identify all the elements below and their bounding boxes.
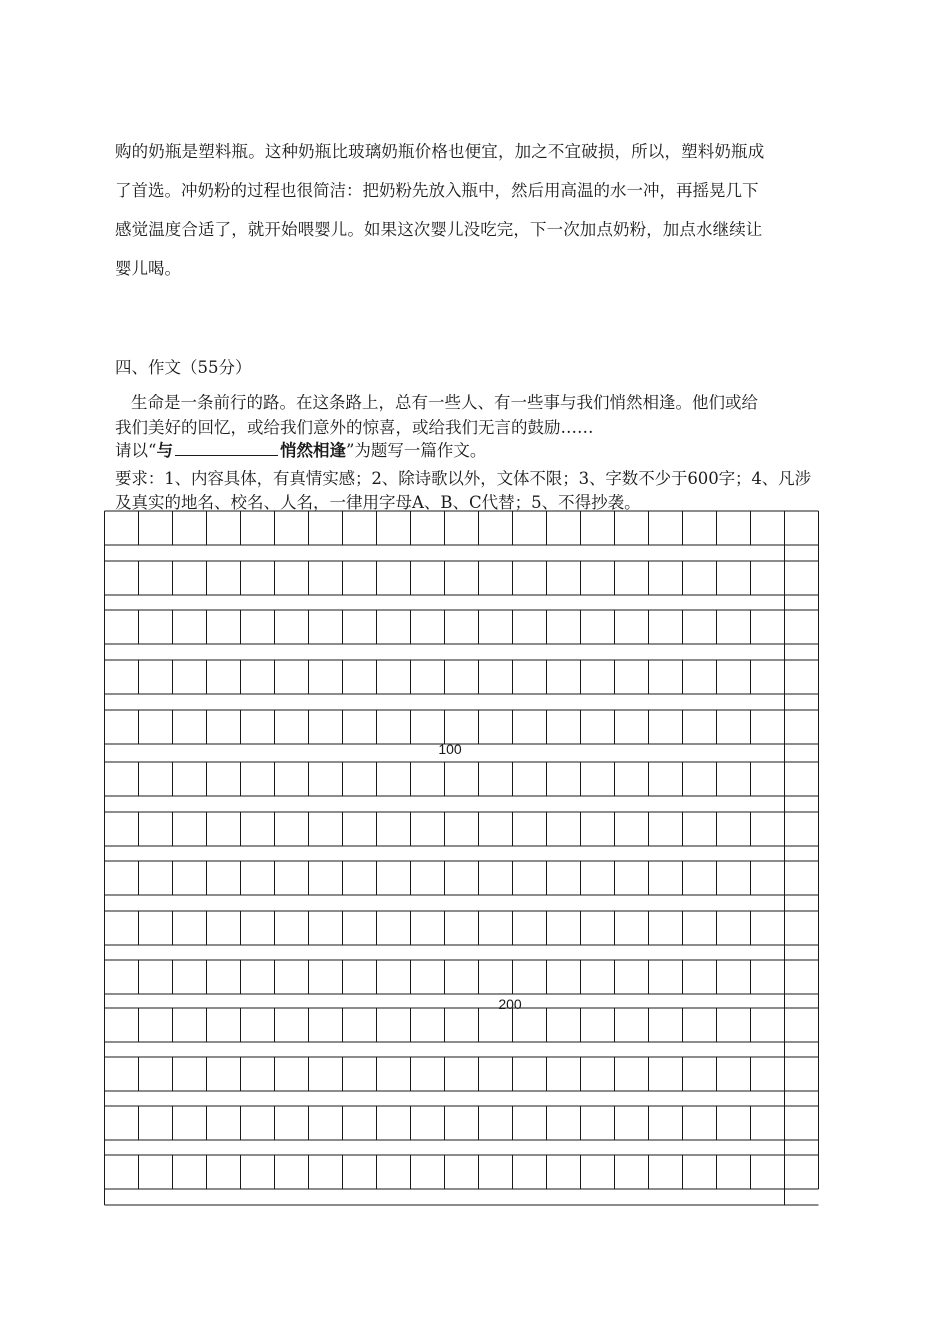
essay-title-part-2: 悄然相逢: [279, 441, 346, 460]
essay-prompt-line-2: 我们美好的回忆，或给我们意外的惊喜，或给我们无言的鼓励……: [115, 418, 594, 437]
requirements-line-2: 及真实的地名、校名、人名，一律用字母A、B、C代替；5、不得抄袭。: [115, 493, 641, 512]
word-count-marker-200: 200: [498, 996, 522, 1012]
passage-line-1: 购的奶瓶是塑料瓶。这种奶瓶比玻璃奶瓶价格也便宜，加之不宜破损，所以，塑料奶瓶成: [115, 142, 765, 161]
word-count-marker-100: 100: [438, 741, 462, 757]
passage-line-3: 感觉温度合适了，就开始喂婴儿。如果这次婴儿没吃完，下一次加点奶粉，加点水继续让: [115, 220, 763, 239]
requirements-line-1: 要求：1、内容具体，有真情实感；2、除诗歌以外，文体不限；3、字数不少于600字；4、凡涉: [115, 469, 811, 488]
essay-title-part-1: 与: [156, 441, 173, 460]
passage-line-4: 婴儿喝。: [115, 259, 181, 278]
essay-heading: 四、作文（55分）: [115, 358, 252, 377]
title-instruction-suffix: ”为题写一篇作文。: [345, 441, 487, 460]
title-instruction-prefix: 请以“: [115, 441, 157, 460]
passage-line-2: 了首选。冲奶粉的过程也很简洁：把奶粉先放入瓶中，然后用高温的水一冲，再摇晃几下: [115, 181, 759, 200]
essay-prompt-line-1: 生命是一条前行的路。在这条路上，总有一些人、有一些事与我们悄然相逢。他们或给: [131, 393, 758, 412]
